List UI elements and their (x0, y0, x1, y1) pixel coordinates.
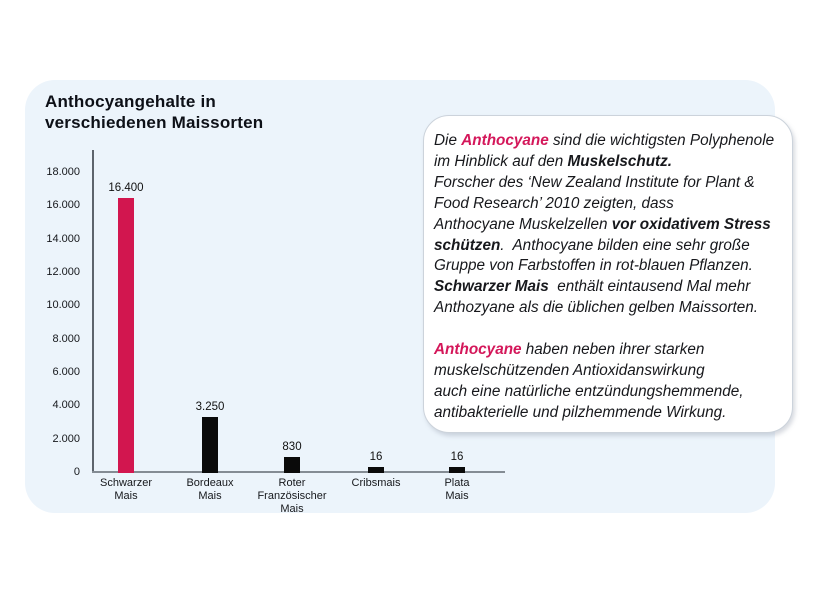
bold-text-run: vor oxidativem Stress (611, 215, 771, 233)
chart-title (45, 91, 263, 133)
info-text-line (434, 236, 784, 257)
info-text-line (434, 131, 784, 152)
y-axis-tick-label: 6.000 (52, 366, 80, 378)
info-text-line (434, 277, 784, 298)
y-axis-tick-label: 4.000 (52, 399, 80, 412)
bar-schwarzer-mais (118, 198, 134, 473)
y-axis-tick-label: 18.000 (46, 166, 80, 178)
info-text-line (434, 382, 784, 403)
y-axis-line (92, 150, 94, 473)
x-axis-label-cribsmais: Cribsmais (351, 477, 401, 489)
y-axis-tick-label: 8.000 (52, 332, 80, 345)
chart-title-line-1: Anthocyangehalte in (45, 92, 216, 111)
x-axis-label-bordeaux-mais: Bordeaux Mais (186, 477, 234, 502)
text-run: . Anthocyane bilden eine sehr große (500, 236, 750, 254)
text-run: Gruppe von Farbstoffen in rot-blauen Pflanzen. (434, 257, 753, 275)
bar-value-label: 16 (369, 451, 383, 463)
x-axis-label-roter-franz-sischer-mais: Roter Französischer Mais (257, 477, 327, 515)
info-text-line (434, 194, 784, 215)
text-run: im Hinblick auf den (434, 152, 568, 170)
bar-value-label: 830 (282, 441, 302, 453)
y-axis-tick-label: 2.000 (52, 432, 80, 445)
text-run: auch eine natürliche entzündungshemmende, (434, 382, 744, 400)
text-run: sind die wichtigsten Polyphenole (548, 132, 775, 149)
bar-cribsmais (368, 467, 384, 473)
text-run: Die (434, 132, 462, 149)
info-text-line (434, 152, 784, 173)
info-text-line (434, 298, 784, 319)
chart-title-line-2: verschiedenen Maissorten (45, 113, 264, 132)
bold-text-run: Muskelschutz. (567, 152, 673, 170)
text-run: Anthozyane als die üblichen gelben Maissorten. (434, 299, 758, 317)
info-box (423, 115, 793, 433)
info-text-line (434, 173, 784, 194)
text-run: Forscher des ‘New Zealand Institute for Plant & (434, 173, 755, 191)
accent-text-run: Anthocyane (434, 341, 522, 359)
text-run: Anthocyane Muskelzellen (434, 215, 612, 233)
text-run: muskelschützenden Antioxidanswirkung (434, 361, 705, 379)
y-axis-tick-label: 16.000 (46, 199, 80, 212)
y-axis-tick-label: 12.000 (46, 266, 80, 278)
text-run: enthält eintausend Mal mehr (548, 278, 751, 296)
bar-value-label: 16.400 (108, 182, 144, 194)
info-text-line (434, 361, 784, 382)
bold-text-run: schützen (434, 236, 501, 254)
bar-value-label: 3.250 (195, 401, 225, 413)
x-axis-label-plata-mais: Plata Mais (444, 477, 470, 502)
x-axis-label-schwarzer-mais: Schwarzer Mais (100, 477, 152, 502)
info-text-line (434, 403, 784, 424)
bold-text-run: Schwarzer Mais (434, 278, 549, 296)
text-run: antibakterielle und pilzhemmende Wirkung. (434, 403, 727, 421)
y-axis-tick-label: 0 (73, 466, 80, 478)
y-axis-tick-label: 14.000 (46, 232, 80, 245)
bar-value-label: 16 (450, 451, 464, 463)
info-text-line (434, 256, 784, 277)
bar-plata-mais (449, 467, 465, 473)
bar-bordeaux-mais (202, 417, 218, 473)
info-text-line (434, 215, 784, 236)
text-run: Food Research’ 2010 zeigten, dass (434, 194, 674, 212)
info-text-spacer (434, 319, 784, 340)
info-text-line (434, 340, 784, 361)
accent-text-run: Anthocyane (461, 132, 549, 149)
text-run: haben neben ihrer starken (521, 341, 705, 359)
y-axis-tick-label: 10.000 (46, 299, 80, 312)
bar-roter-franz-sischer-mais (284, 457, 300, 473)
